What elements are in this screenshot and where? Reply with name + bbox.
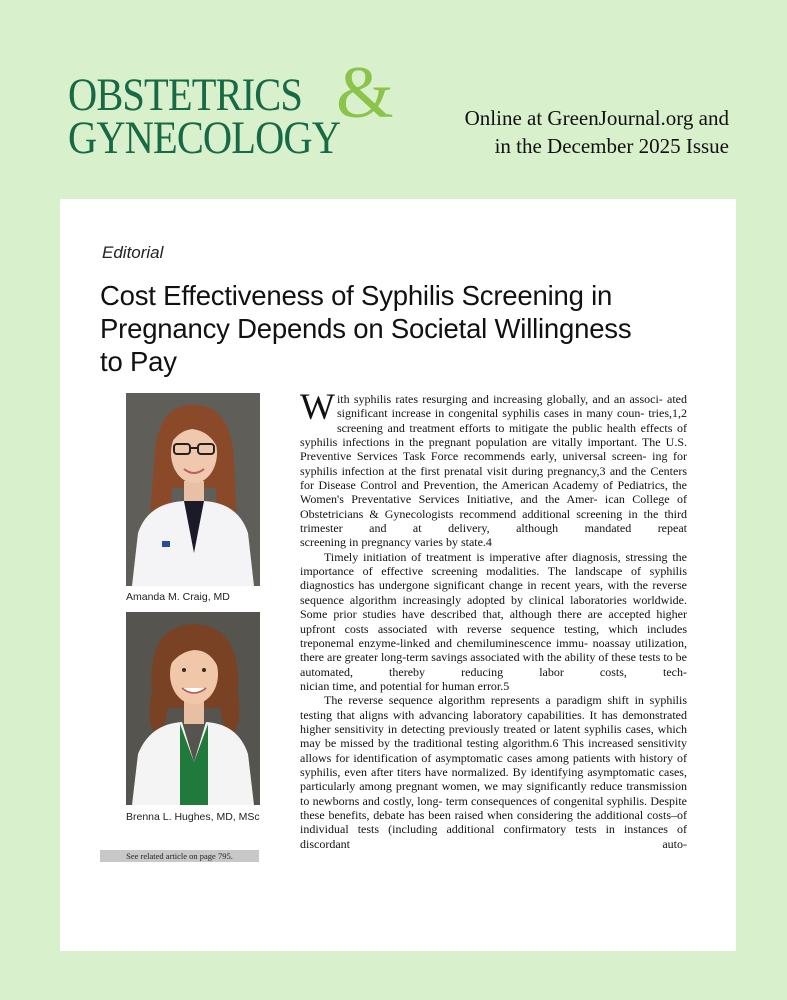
paragraph-2: Timely initiation of treatment is imperative after diagnosis, stressing the importance of effective screening modalities. The landscape of syphilis diagnostics has undergone significant change in recent years, with the reverse sequence algorithm increasingly adopted by clinical laboratories worldwide. Some prior studies have described that, although there are accepted higher upfront costs associated with reverse sequence testing, which includes treponemal enzyme-linked and chemiluminescence immu- noassay utilization, there are greater long-term savings associated with the ability of these tests to be automated, thereby reducing labor costs, tech- [300, 549, 688, 679]
journal-title-line1: OBSTETRICS [68, 69, 302, 121]
section-label: Editorial [102, 243, 164, 262]
author-caption: Brenna L. Hughes, MD, MSc [126, 811, 260, 823]
title-line: to Pay [100, 346, 177, 377]
drop-cap: W [300, 387, 335, 428]
paragraph-2-end: nician time, and potential for human error.5 [300, 678, 510, 693]
author-photo-hughes [126, 612, 260, 805]
author-caption: Amanda M. Craig, MD [126, 591, 230, 603]
portrait-illustration [126, 393, 260, 586]
journal-ampersand: & [336, 52, 394, 134]
related-article-note: See related article on page 795. [100, 850, 259, 862]
paragraph-1: With syphilis rates resurging and increasing globally, and an associ- ated significant increase in congenital syphilis cases in many coun- tries,1,2 screening and treatment efforts to mitigate the public health effects of syphilis infections in the pregnant population are vitally important. The U.S. Preventive Services Task Force recommends early, universal screen- ing for syphilis infection at the first prenatal visit during pregnancy,3 and the Centers for Disease Control and Prevention, the American Academy of Pediatrics, the Women's Preventative Services Initiative, and the Amer- ican College of Obstetricians & Gynecologists recommend additional screening in the third trimester and at delivery, although mandated repeat [300, 387, 688, 536]
journal-title-line2: GYNECOLOGY [68, 112, 341, 164]
article-page [60, 199, 736, 951]
online-line1: Online at GreenJournal.org and [464, 106, 729, 130]
portrait-illustration [126, 612, 260, 805]
article-body [300, 387, 688, 851]
author-photo-craig [126, 393, 260, 586]
title-line: Pregnancy Depends on Societal Willingness [100, 313, 632, 344]
paragraph-1-end: screening in pregnancy varies by state.4 [300, 535, 492, 550]
journal-masthead [68, 52, 408, 164]
title-line: Cost Effectiveness of Syphilis Screening in [100, 280, 613, 311]
online-line2: in the December 2025 Issue [494, 134, 729, 158]
paragraph-3: The reverse sequence algorithm represents a paradigm shift in syphilis testing that aligns with advancing laboratory capabilities. It has demonstrated higher sensitivity in detecting previously treated or latent syphilis cases, which may be missed by the traditional testing algorithm.6 This increased sensitivity allows for identification of asymptomatic cases among patients with history of syphilis, even after titers have normalized. By identifying asymptomatic cases, particularly among pregnant women, we may significantly reduce transmission to newborns and costly, long- term consequences of congenital syphilis. Despite these benefits, debate has been raised when considering the additional costs–of individual tests (including additional confirmatory tests in instances of discordant auto- [300, 693, 688, 851]
article-title [100, 279, 700, 378]
online-availability [465, 104, 729, 160]
